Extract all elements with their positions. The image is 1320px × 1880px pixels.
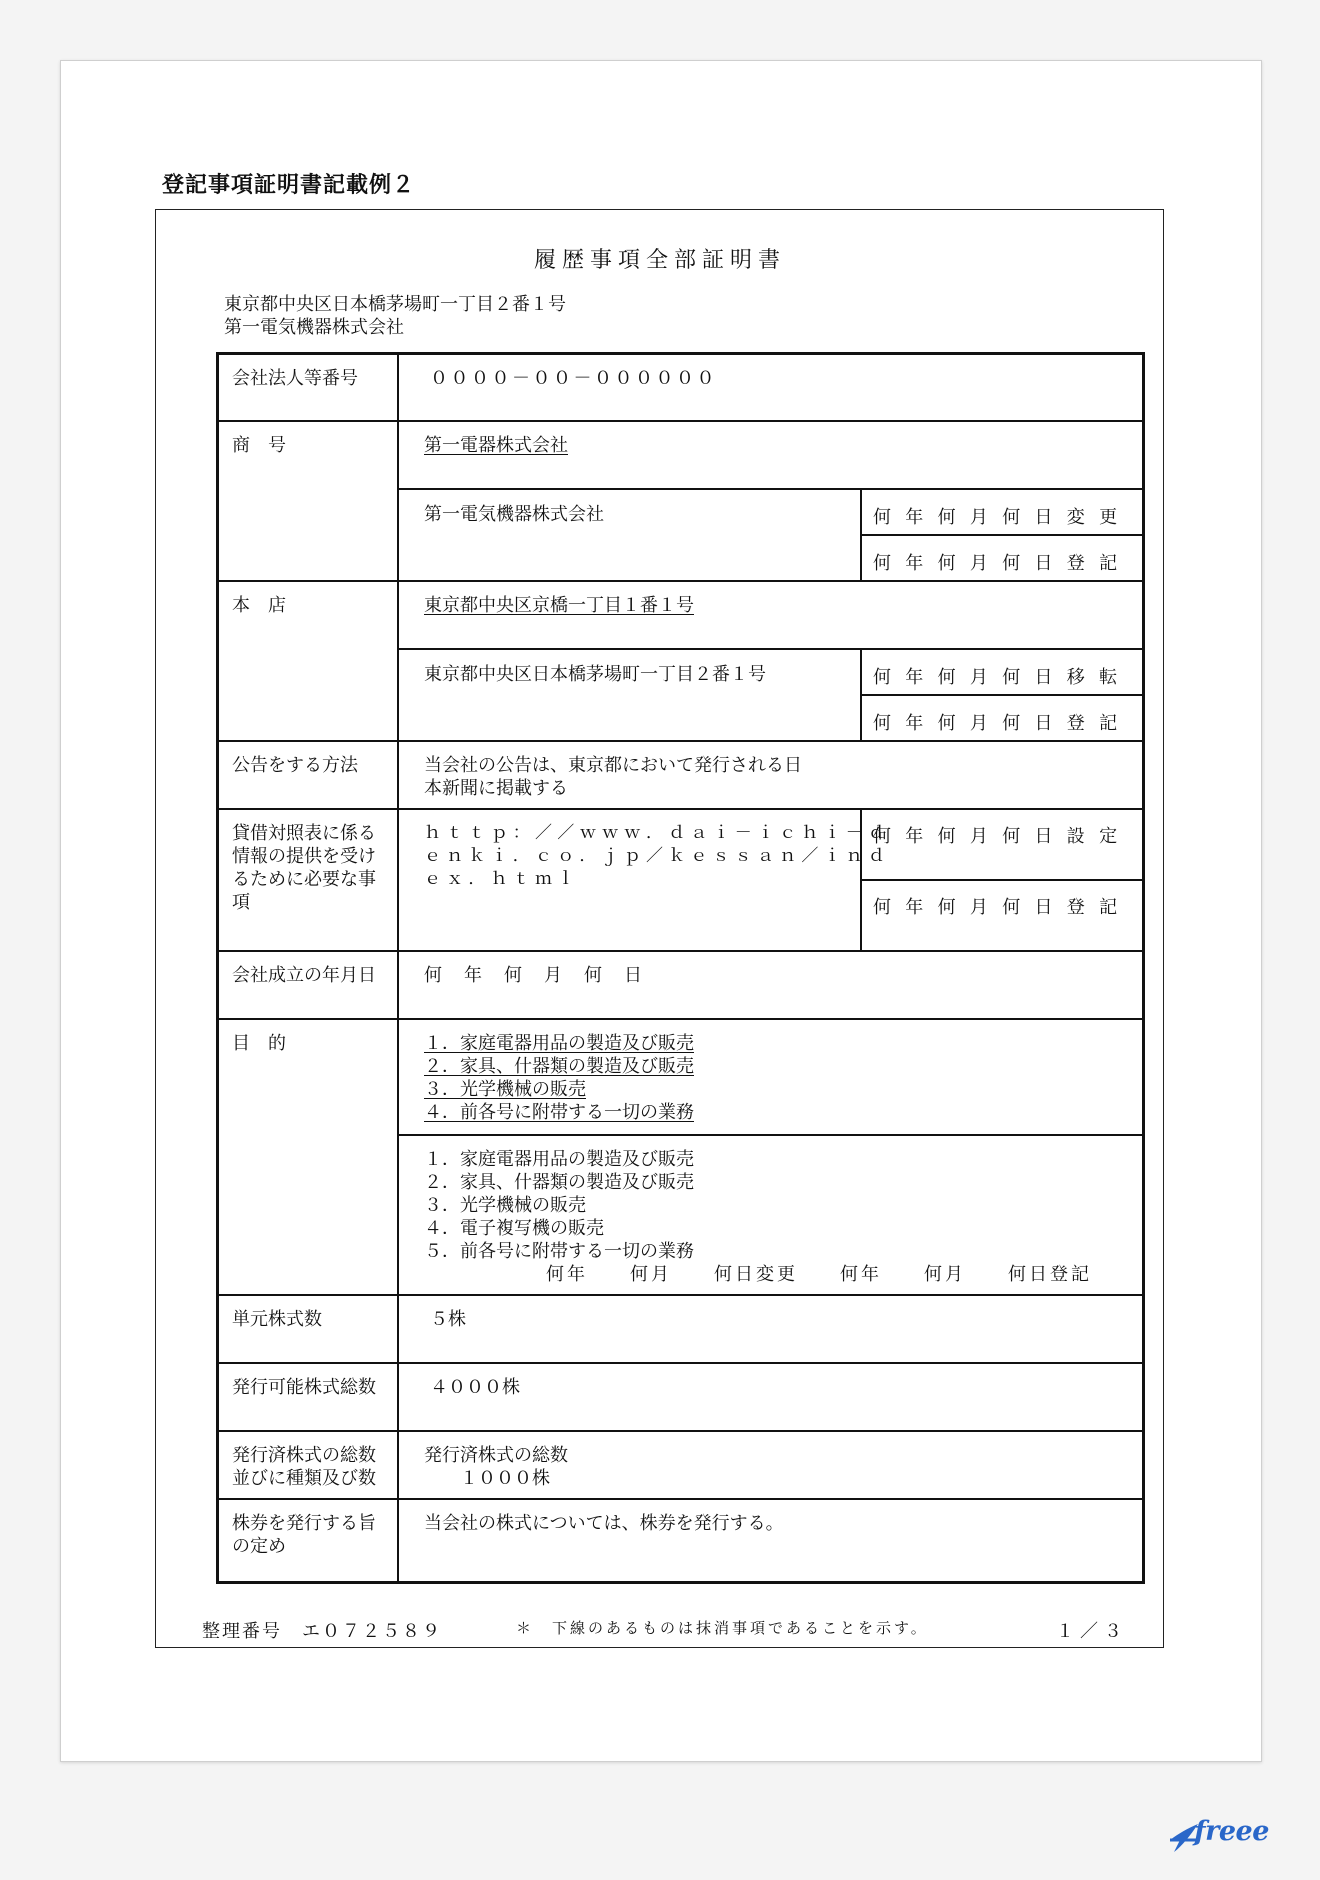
column-divider bbox=[397, 352, 399, 1584]
row-divider bbox=[216, 1294, 1145, 1296]
purpose-new-item: ２．家具、什器類の製造及び販売 bbox=[424, 1172, 694, 1193]
logo-text: freee bbox=[1194, 1816, 1269, 1847]
certificate-title: 履歴事項全部証明書 bbox=[533, 248, 786, 273]
purpose-old-item: １．家庭電器用品の製造及び販売 bbox=[424, 1033, 694, 1054]
row-divider bbox=[397, 648, 1145, 650]
head-office-date-moved: 何年何月何日移転 bbox=[873, 667, 1132, 688]
purpose-new-item: ４．電子複写機の販売 bbox=[424, 1218, 604, 1239]
purpose-old-item: ２．家具、什器類の製造及び販売 bbox=[424, 1056, 694, 1077]
head-office-new-value: 東京都中央区日本橋茅場町一丁目２番１号 bbox=[424, 664, 766, 685]
authorized-shares-value: ４０００株 bbox=[430, 1377, 520, 1398]
purpose-new-item: ３．光学機械の販売 bbox=[424, 1195, 586, 1216]
trade-name-label: 商 号 bbox=[232, 435, 286, 456]
registry-table bbox=[216, 352, 1145, 1584]
row-divider bbox=[860, 534, 1145, 536]
row-divider bbox=[860, 879, 1145, 881]
issued-shares-label-line2: 並びに種類及び数 bbox=[232, 1468, 376, 1489]
issued-shares-label-line1: 発行済株式の総数 bbox=[232, 1445, 376, 1466]
row-divider bbox=[216, 1498, 1145, 1500]
underline-note: ＊ 下線のあるものは抹消事項であることを示す。 bbox=[516, 1619, 929, 1637]
row-divider bbox=[216, 740, 1145, 742]
balance-sheet-url-line3: ｅｘ．ｈｔｍｌ bbox=[424, 869, 580, 889]
header-company: 第一電気機器株式会社 bbox=[224, 317, 404, 338]
purpose-date-line: 何年 何月 何日変更 何年 何月 何日登記 bbox=[546, 1264, 1092, 1285]
row-divider bbox=[860, 694, 1145, 696]
balance-sheet-label-line1: 貸借対照表に係る bbox=[232, 823, 376, 844]
issued-shares-value-line2: １０００株 bbox=[424, 1468, 550, 1489]
purpose-old-item: ３．光学機械の販売 bbox=[424, 1079, 586, 1100]
balance-sheet-label-line3: るために必要な事 bbox=[232, 869, 376, 890]
purpose-old-item: ４．前各号に附帯する一切の業務 bbox=[424, 1102, 694, 1123]
share-certificates-label-line2: の定め bbox=[232, 1536, 286, 1557]
balance-sheet-date-registered: 何年何月何日登記 bbox=[873, 897, 1132, 918]
row-divider bbox=[216, 950, 1145, 952]
established-value: 何年何月何日 bbox=[424, 965, 664, 986]
freee-logo bbox=[1168, 1816, 1288, 1856]
trade-name-date-registered: 何年何月何日登記 bbox=[873, 553, 1132, 574]
balance-sheet-url-line1: ｈｔｔｐ：／／ｗｗｗ．ｄａｉ－ｉｃｈｉ－ｄ bbox=[424, 823, 891, 843]
header-address: 東京都中央区日本橋茅場町一丁目２番１号 bbox=[224, 294, 566, 315]
row-divider bbox=[216, 1430, 1145, 1432]
corporate-number-value: ００００－００－００００００ bbox=[430, 368, 717, 389]
head-office-date-registered: 何年何月何日登記 bbox=[873, 713, 1132, 734]
established-label: 会社成立の年月日 bbox=[232, 965, 376, 986]
authorized-shares-label: 発行可能株式総数 bbox=[232, 1377, 376, 1398]
head-office-label: 本 店 bbox=[232, 595, 286, 616]
row-divider bbox=[216, 1362, 1145, 1364]
purpose-label: 目 的 bbox=[232, 1033, 286, 1054]
corporate-number-label: 会社法人等番号 bbox=[232, 368, 358, 389]
unit-shares-label: 単元株式数 bbox=[232, 1309, 322, 1330]
share-certificates-label-line1: 株券を発行する旨 bbox=[232, 1513, 376, 1534]
balance-sheet-date-set: 何年何月何日設定 bbox=[873, 826, 1132, 847]
purpose-new-item: １．家庭電器用品の製造及び販売 bbox=[424, 1149, 694, 1170]
row-divider bbox=[397, 488, 1145, 490]
row-divider bbox=[216, 1018, 1145, 1020]
issued-shares-value-line1: 発行済株式の総数 bbox=[424, 1445, 568, 1466]
trade-name-date-changed: 何年何月何日変更 bbox=[873, 507, 1132, 528]
unit-shares-value: ５株 bbox=[430, 1309, 466, 1330]
balance-sheet-url-line2: ｅｎｋｉ．ｃｏ．ｊｐ／ｋｅｓｓａｎ／ｉｎｄ bbox=[424, 846, 891, 866]
trade-name-old-value: 第一電器株式会社 bbox=[424, 435, 568, 456]
trade-name-new-value: 第一電気機器株式会社 bbox=[424, 504, 604, 525]
purpose-new-item: ５．前各号に附帯する一切の業務 bbox=[424, 1241, 694, 1262]
row-divider bbox=[397, 1134, 1145, 1136]
public-notice-label: 公告をする方法 bbox=[232, 755, 358, 776]
row-divider bbox=[216, 580, 1145, 582]
reference-number: 整理番号 エ０７２５８９ bbox=[202, 1621, 442, 1642]
public-notice-value-line2: 本新聞に掲載する bbox=[424, 778, 568, 799]
balance-sheet-label-line2: 情報の提供を受け bbox=[232, 846, 376, 867]
public-notice-value-line1: 当会社の公告は、東京都において発行される日 bbox=[424, 755, 802, 776]
row-divider bbox=[216, 420, 1145, 422]
page-number: １／３ bbox=[1056, 1621, 1128, 1642]
page-heading: 登記事項証明書記載例２ bbox=[162, 173, 416, 198]
row-divider bbox=[216, 808, 1145, 810]
head-office-old-value: 東京都中央区京橋一丁目１番１号 bbox=[424, 595, 694, 616]
share-certificates-value: 当会社の株式については、株券を発行する。 bbox=[424, 1513, 784, 1534]
balance-sheet-label-line4: 項 bbox=[232, 892, 250, 913]
